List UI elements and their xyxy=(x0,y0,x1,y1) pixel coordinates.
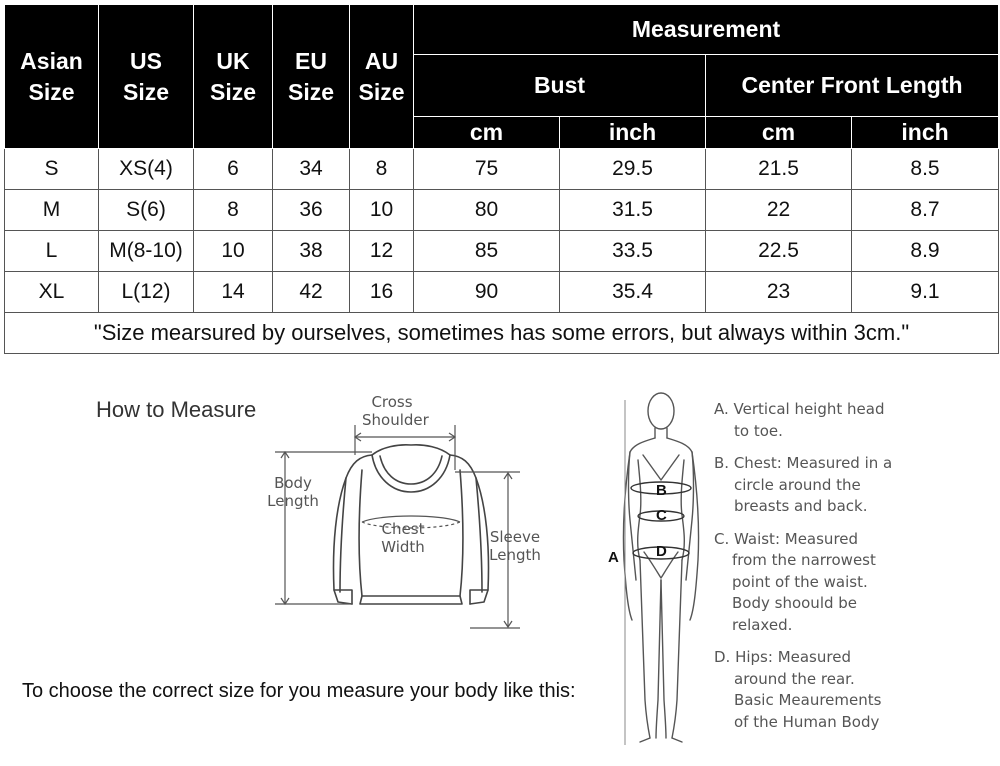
measurement-notes xyxy=(714,399,914,744)
table-cell: 6 xyxy=(194,149,273,190)
table-cell: 10 xyxy=(194,231,273,272)
table-cell: XL xyxy=(5,272,99,313)
table-cell: 22.5 xyxy=(706,231,852,272)
table-cell: 8.7 xyxy=(852,190,999,231)
how-to-measure-title: How to Measure xyxy=(96,397,257,422)
note-a: A. Vertical height head to toe. xyxy=(714,400,885,440)
header-asian-size: Asian Size xyxy=(5,5,99,149)
table-cell: 8 xyxy=(194,190,273,231)
table-cell: 22 xyxy=(706,190,852,231)
table-cell: S(6) xyxy=(99,190,194,231)
chest-width-label: Chest Width xyxy=(381,520,425,556)
header-us-size: US Size xyxy=(99,5,194,149)
table-cell: 8 xyxy=(350,149,414,190)
table-cell: 21.5 xyxy=(706,149,852,190)
table-cell: 16 xyxy=(350,272,414,313)
table-cell: M xyxy=(5,190,99,231)
size-note: "Size mearsured by ourselves, sometimes has some errors, but always within 3cm." xyxy=(5,313,999,354)
note-b: B. Chest: Measured in a circle around the breasts and back. xyxy=(714,454,893,515)
header-unit: cm xyxy=(706,117,852,149)
table-cell: L(12) xyxy=(99,272,194,313)
header-measurement: Measurement xyxy=(414,5,999,55)
table-cell: 23 xyxy=(706,272,852,313)
table-cell: 80 xyxy=(414,190,560,231)
table-cell: 8.5 xyxy=(852,149,999,190)
body-letter-a: A xyxy=(608,549,619,566)
table-cell: L xyxy=(5,231,99,272)
body-letter-c: C xyxy=(656,507,667,524)
table-cell: 10 xyxy=(350,190,414,231)
note-c: C. Waist: Measured from the narrowest point of the waist. Body shoould be relaxed. xyxy=(714,529,876,634)
header-eu-size: EU Size xyxy=(273,5,350,149)
table-cell: 35.4 xyxy=(560,272,706,313)
choose-size-instruction: To choose the correct size for you measure your body like this: xyxy=(22,680,576,702)
header-unit: inch xyxy=(852,117,999,149)
header-unit: cm xyxy=(414,117,560,149)
table-cell: S xyxy=(5,149,99,190)
table-cell: 12 xyxy=(350,231,414,272)
table-cell: XS(4) xyxy=(99,149,194,190)
table-cell: 90 xyxy=(414,272,560,313)
table-cell: 75 xyxy=(414,149,560,190)
table-cell: 9.1 xyxy=(852,272,999,313)
table-cell: 85 xyxy=(414,231,560,272)
sleeve-length-label: Sleeve Length xyxy=(489,528,541,564)
table-cell: M(8-10) xyxy=(99,231,194,272)
header-uk-size: UK Size xyxy=(194,5,273,149)
table-cell: 34 xyxy=(273,149,350,190)
table-cell: 14 xyxy=(194,272,273,313)
body-length-label: Body Length xyxy=(267,474,319,510)
table-cell: 8.9 xyxy=(852,231,999,272)
human-body-outline-icon xyxy=(623,393,698,742)
table-cell: 29.5 xyxy=(560,149,706,190)
table-cell: 31.5 xyxy=(560,190,706,231)
header-center-front-length: Center Front Length xyxy=(706,55,999,117)
header-unit: inch xyxy=(560,117,706,149)
table-cell: 36 xyxy=(273,190,350,231)
note-d: D. Hips: Measured around the rear. Basic Meaurements of the Human Body xyxy=(714,648,882,731)
table-cell: 33.5 xyxy=(560,231,706,272)
table-cell: 42 xyxy=(273,272,350,313)
header-bust: Bust xyxy=(414,55,706,117)
body-letter-b: B xyxy=(656,482,667,499)
cross-shoulder-label: Cross Shoulder xyxy=(362,393,429,429)
header-au-size: AU Size xyxy=(350,5,414,149)
table-cell: 38 xyxy=(273,231,350,272)
body-letter-d: D xyxy=(656,543,667,560)
